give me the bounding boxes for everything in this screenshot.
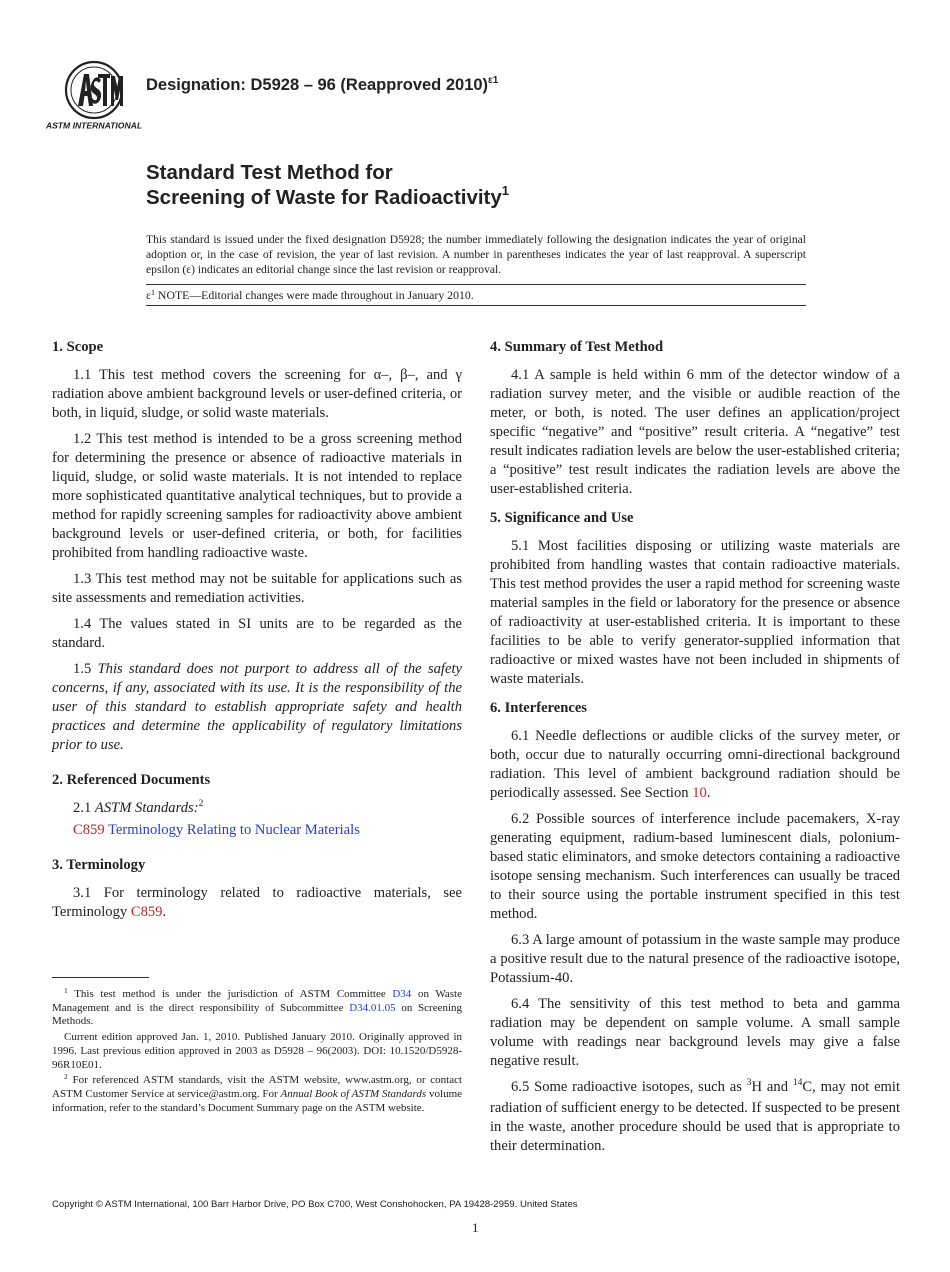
paragraph-3-1 <box>52 884 462 922</box>
title-line-2: Screening of Waste for Radioactivity <box>146 186 502 209</box>
section-heading-significance: 5. Significance and Use <box>490 510 634 526</box>
astm-standards-label: ASTM Standards: <box>94 800 199 816</box>
divider-top <box>146 284 806 285</box>
paragraph-3-1-text: 3.1 For terminology related to radioactive materials, see Terminology <box>52 885 462 920</box>
footnote-rule <box>52 977 149 978</box>
section-heading-terminology: 3. Terminology <box>52 857 146 873</box>
paragraph-1-5-text: This standard does not purport to address all of the safety concerns, if any, associated with its use. It is the responsibility of the user of this standard to establish appropriate safety and health practices and determine the applicability of regulatory limitations prior to use. <box>52 661 462 753</box>
tritium-mass-number: 3 <box>746 1078 752 1088</box>
page-title <box>146 160 509 212</box>
paragraph-1-5-number: 1.5 <box>73 661 92 677</box>
paragraph-1-5 <box>52 660 462 755</box>
paragraph-6-1-text: 6.1 Needle deflections or audible clicks of the survey meter, or both, occur due to naturally occurring omni-directional background radiation. This level of ambient background radiation should be periodically assessed. See Section <box>490 728 900 801</box>
section-10-link[interactable]: 10 <box>692 785 707 801</box>
paragraph-1-2: 1.2 This test method is intended to be a gross screening method for determining the presence or absence of radioactive materials in liquid, sludge, or solid waste materials. It is not intended to replace more sophisticated quantitative analytical techniques, but to provide a method for rapidly screening samples for radioactivity above ambient background levels or user-defined criteria, or both, for facilities prohibited from handling radioactive waste. <box>52 431 462 561</box>
carbon-mass-number: 14 <box>792 1078 803 1088</box>
astm-logo <box>45 56 143 134</box>
editorial-note <box>146 288 474 304</box>
reference-title-link[interactable]: Terminology Relating to Nuclear Materials <box>108 822 360 838</box>
paragraph-6-3: 6.3 A large amount of potassium in the waste sample may produce a positive result due to the natural presence of the radioactive isotope, Potassium-40. <box>490 932 900 986</box>
footnote-1-edition: Current edition approved Jan. 1, 2010. Published January 2010. Originally approved in 1996. Last previous edition approved in 2003 as D5928 – 96(2003). DOI: 10.1520/D5928-96R10E01. <box>52 1031 462 1071</box>
committee-link-d34[interactable]: D34 <box>392 988 412 1000</box>
footnotes <box>52 988 462 1117</box>
paragraph-1-3: 1.3 This test method may not be suitable for applications such as site assessments and remediation activities. <box>52 571 462 606</box>
subcommittee-link[interactable]: D34.01.05 <box>349 1001 396 1014</box>
title-line-1: Standard Test Method for <box>146 161 393 184</box>
section-heading-summary: 4. Summary of Test Method <box>490 339 664 355</box>
footnote-2-text-b: volume information, refer to the standard’s Document Summary page on the ASTM website. <box>52 1087 463 1114</box>
footnote-2-text-a: For referenced ASTM standards, visit the ASTM website, www.astm.org, or contact ASTM Customer Service at service@astm.org. For <box>52 1074 463 1100</box>
paragraph-6-5-text-c: C, may not emit radiation of sufficient energy to be detected. If suspected to be present in the waste, another procedure should be used that is appropriate to their determination. <box>490 1079 901 1154</box>
footnote-1-mark: 1 <box>64 986 68 995</box>
footnote-1-text-c: on Screening Methods. <box>52 1001 463 1028</box>
title-footnote-mark: 1 <box>501 183 510 198</box>
astm-standards-footnote-mark: 2 <box>198 799 204 809</box>
paragraph-2-1 <box>52 799 462 820</box>
left-column <box>52 338 462 929</box>
note-epsilon: ε <box>146 288 151 302</box>
reference-entry-c859 <box>52 821 462 840</box>
note-text: NOTE—Editorial changes were made throughout in January 2010. <box>157 288 474 302</box>
paragraph-6-1 <box>490 727 900 803</box>
copyright-footer: Copyright © ASTM International, 100 Barr Harbor Drive, PO Box C700, West Conshohocken, PA 19428-2959. United States <box>52 1199 578 1210</box>
footnote-1-text-a: This test method is under the jurisdiction of ASTM Committee <box>74 988 386 1000</box>
paragraph-3-1-end: . <box>162 904 167 920</box>
footnote-2 <box>52 1074 462 1115</box>
paragraph-2-1-number: 2.1 <box>73 800 92 816</box>
reference-link-c859[interactable]: C859 <box>73 822 105 838</box>
footnote-1-text-b: on Waste Management and is the direct responsibility of Subcommittee <box>52 988 462 1014</box>
paragraph-4-1: 4.1 A sample is held within 6 mm of the detector window of a radiation survey meter, and the visible or audible reaction of the meter, or both, is noted. The user defines an application/project specific “negative” and “positive” result criteria. A “negative” test result indicates radiation levels are below the user-established criteria; a “positive” test result indicates the radiation levels are above the user-established criteria. <box>490 367 900 497</box>
paragraph-5-1: 5.1 Most facilities disposing or utilizing waste materials are prohibited from handling wastes that contain radioactive materials. This test method provides the user a rapid method for screening waste material samples in the field or laboratory for the presence or absence of radioactivity at user-established criteria. It is important to these facilities to be able to verify generator-supplied information that radioactive or mixed wastes have not been included in shipments of waste materials. <box>490 538 900 687</box>
divider-bottom <box>146 305 806 306</box>
designation-epsilon: ε1 <box>488 75 499 86</box>
note-sup: 1 <box>150 288 155 297</box>
paragraph-6-1-end: . <box>706 785 711 801</box>
section-heading-referenced-documents: 2. Referenced Documents <box>52 772 211 788</box>
right-column <box>490 338 900 1163</box>
issuance-statement: This standard is issued under the fixed designation D5928; the number immediately following the designation indicates the year of original adoption or, in the case of revision, the year of last revision. A number in parentheses indicates the year of last reapproval. A superscript epsilon (ε) indicates an editorial change since the last revision or reapproval. <box>146 233 806 276</box>
paragraph-6-5 <box>490 1078 900 1156</box>
section-heading-scope: 1. Scope <box>52 339 104 355</box>
logo-wordmark: ASTM INTERNATIONAL <box>45 120 143 131</box>
page-number: 1 <box>472 1220 479 1235</box>
paragraph-1-1: 1.1 This test method covers the screening for α–, β–, and γ radiation above ambient background levels or user-defined criteria, or both, in liquid, sludge, or solid waste materials. <box>52 367 462 421</box>
paragraph-6-2: 6.2 Possible sources of interference include pacemakers, X-ray generating equipment, radium-based luminescent dials, polonium-based static eliminators, and smoke detectors containing a radioactive isotope sensing mechanism. Such interferences can usually be traced to their source using the portable instrument specified in this test method. <box>490 811 900 922</box>
paragraph-6-4: 6.4 The sensitivity of this test method to beta and gamma radiation may be dependent on sample volume. A small sample volume with readings near background levels may give a false negative result. <box>490 996 900 1069</box>
footnote-1 <box>52 988 462 1029</box>
paragraph-1-4: 1.4 The values stated in SI units are to be regarded as the standard. <box>52 616 462 651</box>
designation-text: Designation: D5928 – 96 (Reapproved 2010) <box>146 76 489 94</box>
designation <box>146 76 498 95</box>
paragraph-6-5-text-a: 6.5 Some radioactive isotopes, such as <box>511 1079 742 1095</box>
section-heading-interferences: 6. Interferences <box>490 700 587 716</box>
terminology-link-c859[interactable]: C859 <box>130 904 163 920</box>
paragraph-6-5-text-b: H and <box>751 1079 789 1095</box>
footnote-2-mark: 2 <box>64 1072 68 1082</box>
footnote-2-annual-book: Annual Book of ASTM Standards <box>280 1087 427 1100</box>
